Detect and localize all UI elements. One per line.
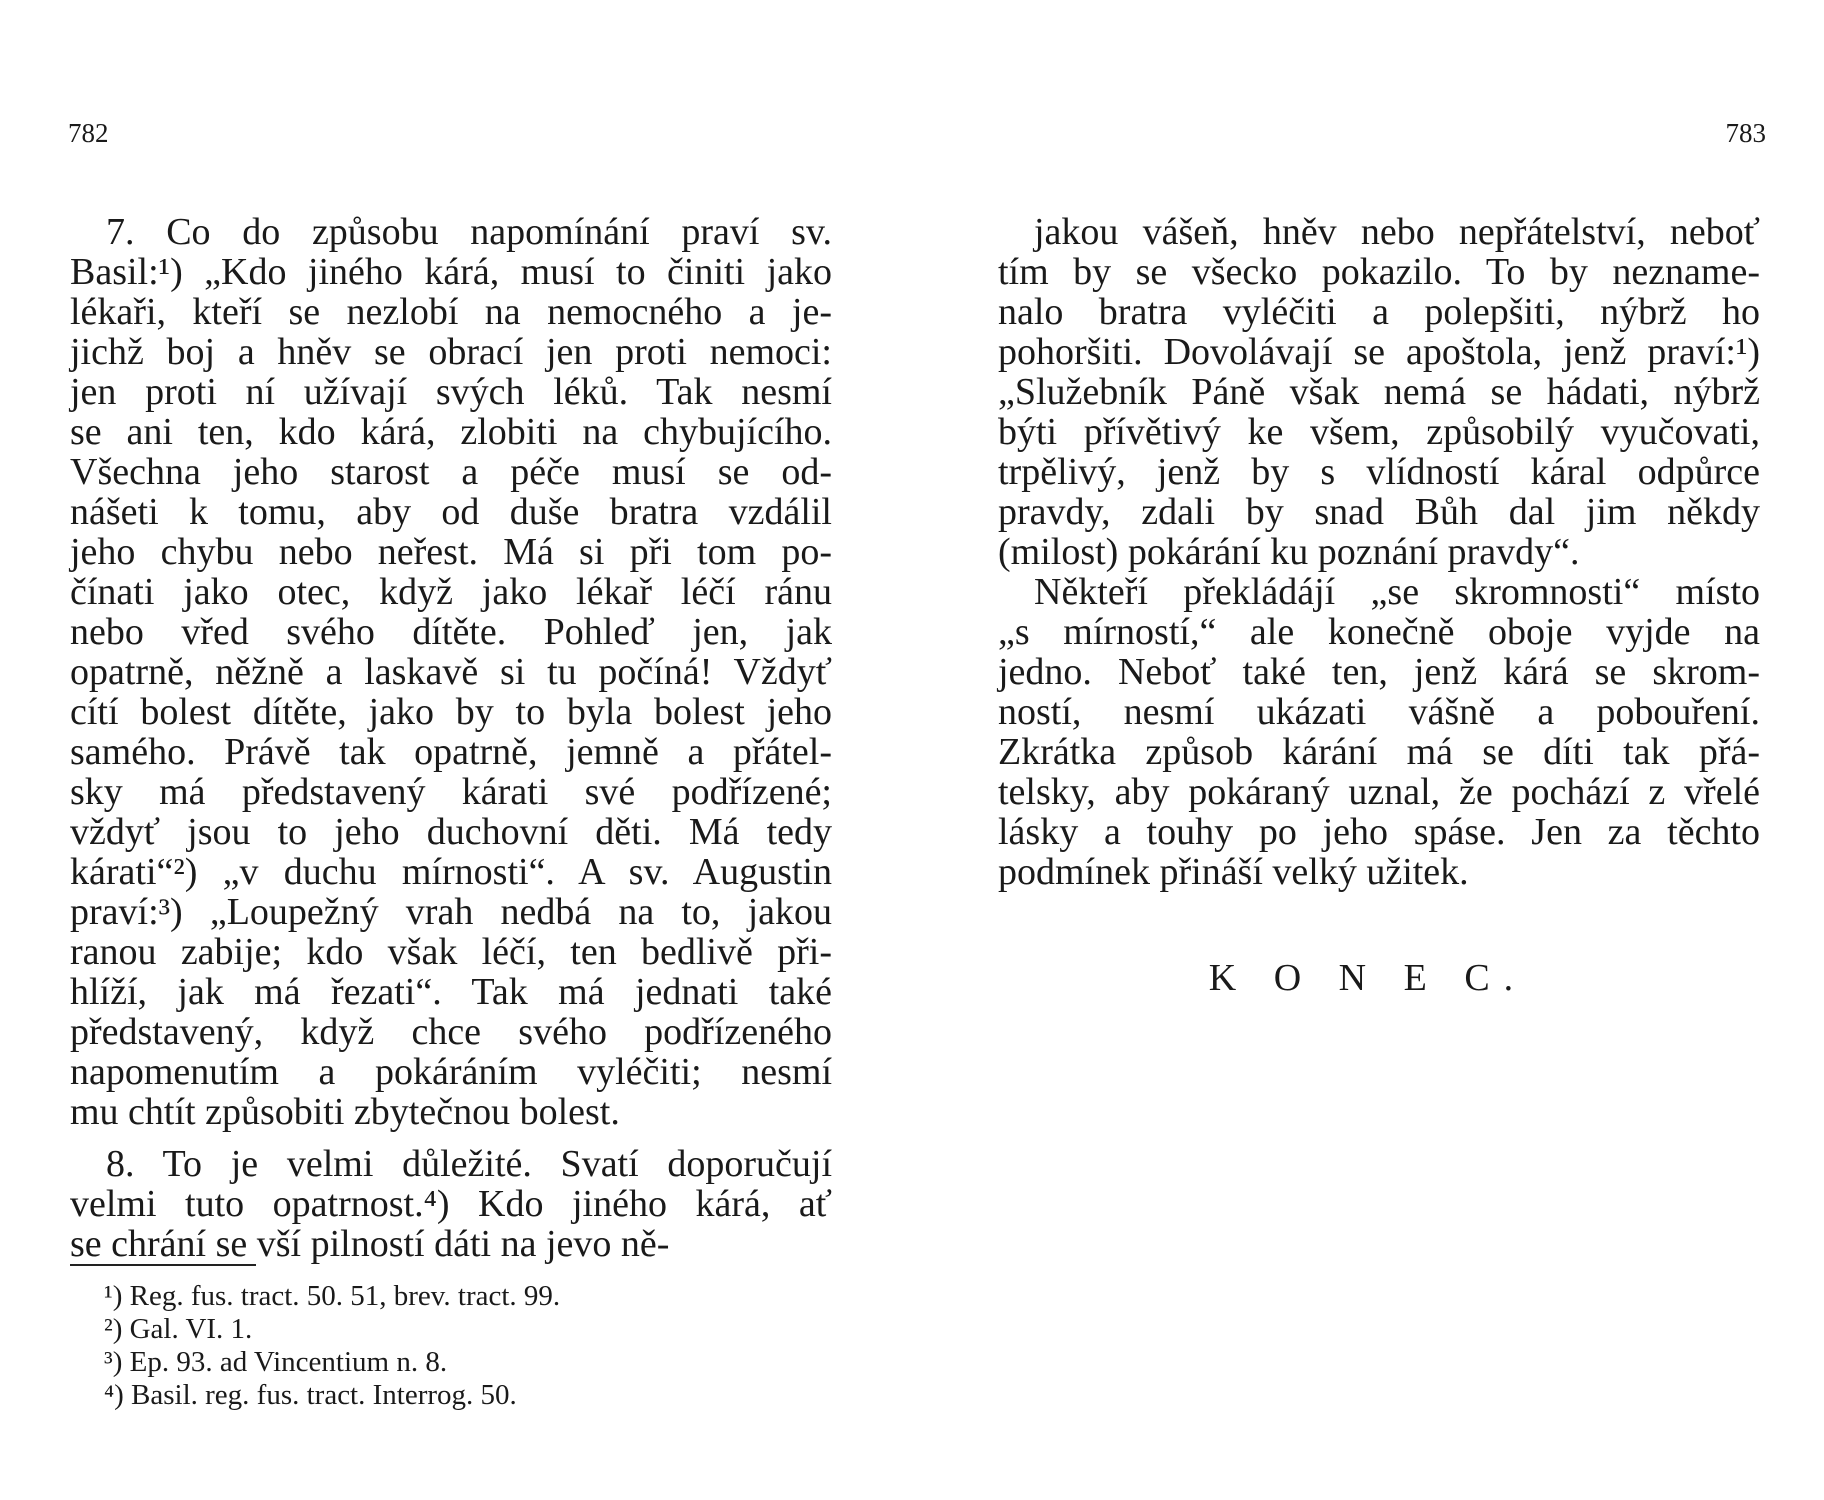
text-line: lékaři, kteří se nezlobí na nemocného a je- <box>70 291 832 333</box>
text-line: 7. Co do způsobu napomínání praví sv. <box>106 211 832 253</box>
text-line: čínati jako otec, když jako lékař léčí ránu <box>70 571 832 613</box>
text-line: ností, nesmí ukázati vášně a pobouření. <box>998 691 1760 733</box>
page-number-right: 783 <box>1725 118 1766 148</box>
page-number-left: 782 <box>68 118 109 148</box>
text-line: „s mírností,“ ale konečně oboje vyjde na <box>998 611 1760 653</box>
text-line: se chrání se vší pilností dáti na jevo ně- <box>70 1223 670 1265</box>
text-line: Všechna jeho starost a péče musí se od- <box>70 451 832 493</box>
text-line: cítí bolest dítěte, jako by to byla bolest jeho <box>70 691 832 733</box>
text-line: sky má představený kárati své podřízené; <box>70 771 832 813</box>
text-line: „Služebník Páně však nemá se hádati, nýbrž <box>998 371 1760 413</box>
paragraph-7 <box>70 212 832 1132</box>
footnote-3: ³) Ep. 93. ad Vincentium n. 8. <box>104 1346 448 1378</box>
text-line: mu chtít způsobiti zbytečnou bolest. <box>70 1091 620 1133</box>
text-line: Basil:¹) „Kdo jiného kárá, musí to činiti jako <box>70 251 832 293</box>
text-line: (milost) pokárání ku poznání pravdy“. <box>998 531 1580 573</box>
text-line: podmínek přináší velký užitek. <box>998 851 1469 893</box>
the-end-heading: K O N E C. <box>1208 957 1528 999</box>
text-line: velmi tuto opatrnost.⁴) Kdo jiného kárá, ať <box>70 1183 832 1225</box>
text-line: jen proti ní užívají svých léků. Tak nesmí <box>70 371 832 413</box>
footnote-separator <box>70 1264 256 1266</box>
footnote-2: ²) Gal. VI. 1. <box>104 1313 253 1345</box>
text-line: ranou zabije; kdo však léčí, ten bedlivě při- <box>70 931 832 973</box>
text-line: nebo vřed svého dítěte. Pohleď jen, jak <box>70 611 832 653</box>
text-line: Zkrátka způsob kárání má se díti tak přá- <box>998 731 1760 773</box>
paragraph-translation-note <box>998 572 1760 892</box>
text-line: jeho chybu nebo neřest. Má si při tom po- <box>70 531 832 573</box>
text-line: samého. Právě tak opatrně, jemně a přátel- <box>70 731 832 773</box>
text-line: se ani ten, kdo kárá, zlobiti na chybujícího. <box>70 411 832 453</box>
text-line: pravdy, zdali by snad Bůh dal jim někdy <box>998 491 1760 533</box>
text-line: jichž boj a hněv se obrací jen proti nemoci: <box>70 331 832 373</box>
text-line: býti přívětivý ke všem, způsobilý vyučovati, <box>998 411 1760 453</box>
text-line: Někteří překládájí „se skromnosti“ místo <box>1034 571 1760 613</box>
text-line: lásky a touhy po jeho spáse. Jen za těchto <box>998 811 1760 853</box>
text-line: vždyť jsou to jeho duchovní děti. Má tedy <box>70 811 832 853</box>
text-line: představený, když chce svého podřízeného <box>70 1011 832 1053</box>
paragraph-continuation <box>998 212 1760 572</box>
text-line: pohoršiti. Dovolávají se apoštola, jenž praví:¹) <box>998 331 1760 373</box>
text-line: trpělivý, jenž by s vlídností káral odpůrce <box>998 451 1760 493</box>
text-line: nášeti k tomu, aby od duše bratra vzdálil <box>70 491 832 533</box>
footnote-1: ¹) Reg. fus. tract. 50. 51, brev. tract. 99. <box>104 1280 561 1312</box>
text-line: kárati“²) „v duchu mírnosti“. A sv. Augustin <box>70 851 832 893</box>
text-line: jakou vášeň, hněv nebo nepřátelství, neboť <box>1034 211 1760 253</box>
text-line: jedno. Neboť také ten, jenž kárá se skrom- <box>998 651 1760 693</box>
footnotes <box>104 1280 804 1412</box>
footnote-4: ⁴) Basil. reg. fus. tract. Interrog. 50. <box>104 1379 517 1411</box>
right-page <box>912 0 1824 1500</box>
text-line: praví:³) „Loupežný vrah nedbá na to, jakou <box>70 891 832 933</box>
text-line: 8. To je velmi důležité. Svatí doporučují <box>106 1143 832 1185</box>
left-text-column <box>70 212 832 1264</box>
text-line: hlíží, jak má řezati“. Tak má jednati také <box>70 971 832 1013</box>
text-line: opatrně, něžně a laskavě si tu počíná! Vždyť <box>70 651 832 693</box>
right-text-column <box>998 212 1760 892</box>
text-line: nalo bratra vyléčiti a polepšiti, nýbrž ho <box>998 291 1760 333</box>
text-line: telsky, aby pokáraný uznal, že pochází z vřelé <box>998 771 1760 813</box>
paragraph-8 <box>70 1144 832 1264</box>
text-line: tím by se všecko pokazilo. To by nezname- <box>998 251 1760 293</box>
text-line: napomenutím a pokáráním vyléčiti; nesmí <box>70 1051 832 1093</box>
